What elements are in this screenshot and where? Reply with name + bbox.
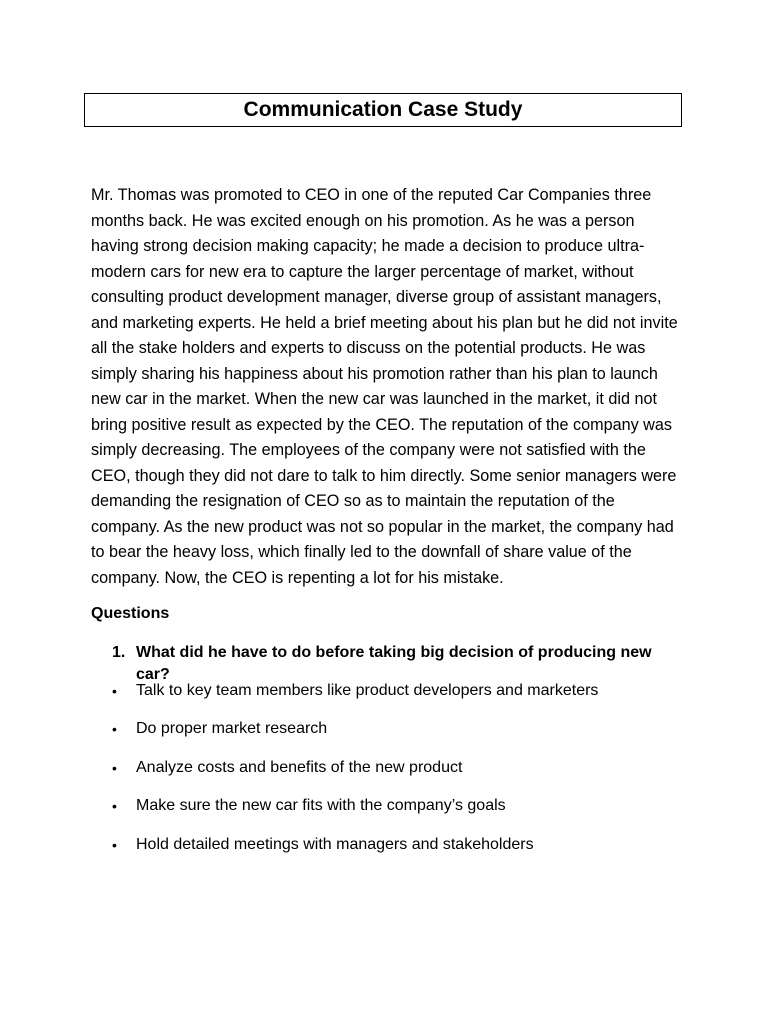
- questions-heading: Questions: [91, 605, 170, 622]
- case-study-paragraph: Mr. Thomas was promoted to CEO in one of the reputed Car Companies three months back. He was excited enough on his promotion. As he was a person having strong decision making capacity; he made a decision to produce ultra-modern cars for new era to capture the larger percentage of market, without consulting product development manager, diverse group of assistant managers, and marketing experts. He held a brief meeting about his plan but he did not invite all the stake holders and experts to discuss on the potential products. He was simply sharing his happiness about his promotion rather than his plan to launch new car in the market. When the new car was launched in the market, it did not bring positive result as expected by the CEO. The reputation of the company was simply decreasing. The employees of the company were not satisfied with the CEO, though they did not dare to talk to him directly. Some senior managers were demanding the resignation of CEO so as to maintain the reputation of the company. As the new product was not so popular in the market, the company had to bear the heavy loss, which finally led to the downfall of share value of the company. Now, the CEO is repenting a lot for his mistake.: [91, 186, 678, 587]
- answer-text: Talk to key team members like product developers and marketers: [136, 682, 599, 699]
- answer-text: Make sure the new car fits with the company’s goals: [136, 797, 506, 815]
- document-title: Communication Case Study: [243, 98, 523, 121]
- question-number: 1.: [112, 644, 126, 661]
- answer-text: Hold detailed meetings with managers and stakeholders: [136, 835, 534, 853]
- answer-item: [112, 718, 682, 756]
- answer-item: [112, 757, 682, 795]
- answer-item: [112, 680, 682, 718]
- question-text: What did he have to do before taking big decision of producing new car?: [136, 644, 652, 683]
- answer-text: Analyze costs and benefits of the new product: [136, 758, 463, 776]
- answer-item: [112, 795, 682, 833]
- answer-item: [112, 834, 682, 872]
- title-box: [84, 93, 682, 127]
- bullet-icon: •: [112, 798, 117, 815]
- bullet-icon: •: [112, 683, 117, 699]
- answer-list: [112, 680, 682, 872]
- answer-text: Do proper market research: [136, 720, 328, 738]
- bullet-icon: •: [112, 836, 117, 853]
- bullet-icon: •: [112, 759, 117, 776]
- bullet-icon: •: [112, 721, 117, 738]
